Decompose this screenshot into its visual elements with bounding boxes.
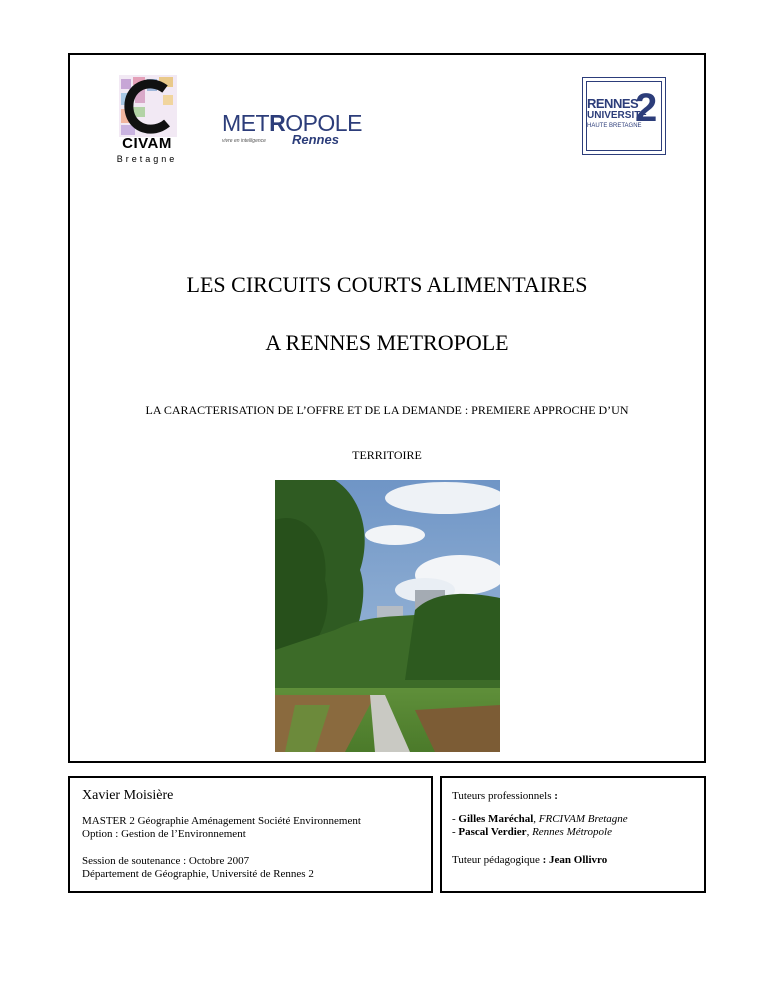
rennes2-line2: UNIVERSITÉ	[587, 110, 648, 121]
metropole-wordmark: METROPOLE	[222, 110, 362, 136]
metropole-city: Rennes	[292, 132, 339, 147]
rennes2-logo	[582, 77, 666, 155]
tutor-1: - Gilles Maréchal, FRCIVAM Bretagne	[452, 813, 628, 825]
program-line1: MASTER 2 Géographie Aménagement Société Environnement	[82, 815, 361, 827]
program-line2: Option : Gestion de l’Environnement	[82, 828, 246, 840]
cover-photo	[275, 480, 500, 752]
civam-wordmark: CIVAM	[122, 135, 172, 152]
metropole-tagline: vivre en intelligence	[222, 138, 266, 144]
rennes2-line1: RENNES	[587, 96, 639, 111]
document-subtitle-line1: LA CARACTERISATION DE L’OFFRE ET DE LA DEMANDE : PREMIERE APPROCHE D’UN	[145, 403, 629, 417]
document-subtitle-line2: TERRITOIRE	[352, 448, 422, 462]
tutor-2: - Pascal Verdier, Rennes Métropole	[452, 826, 612, 838]
pedagogical-tutor: Tuteur pédagogique : Jean Ollivro	[452, 854, 608, 866]
rennes2-number: 2	[635, 86, 658, 130]
tutors-box	[440, 776, 706, 893]
landscape-photo-illustration	[275, 480, 500, 752]
author-info-box	[68, 776, 433, 893]
rennes-metropole-logo	[222, 108, 362, 152]
civam-logo	[102, 75, 192, 171]
tutors-heading: Tuteurs professionnels :	[452, 790, 558, 802]
department-line: Département de Géographie, Université de Rennes 2	[82, 868, 314, 880]
civam-region: Bretagne	[116, 154, 178, 164]
author-name: Xavier Moisière	[82, 788, 174, 803]
civam-mosaic-icon	[119, 75, 177, 137]
document-title-line1: LES CIRCUITS COURTS ALIMENTAIRES	[186, 272, 588, 297]
session-line: Session de soutenance : Octobre 2007	[82, 855, 250, 867]
document-title-line2: A RENNES METROPOLE	[265, 330, 509, 355]
rennes2-line3: HAUTE BRETAGNE	[587, 123, 642, 129]
